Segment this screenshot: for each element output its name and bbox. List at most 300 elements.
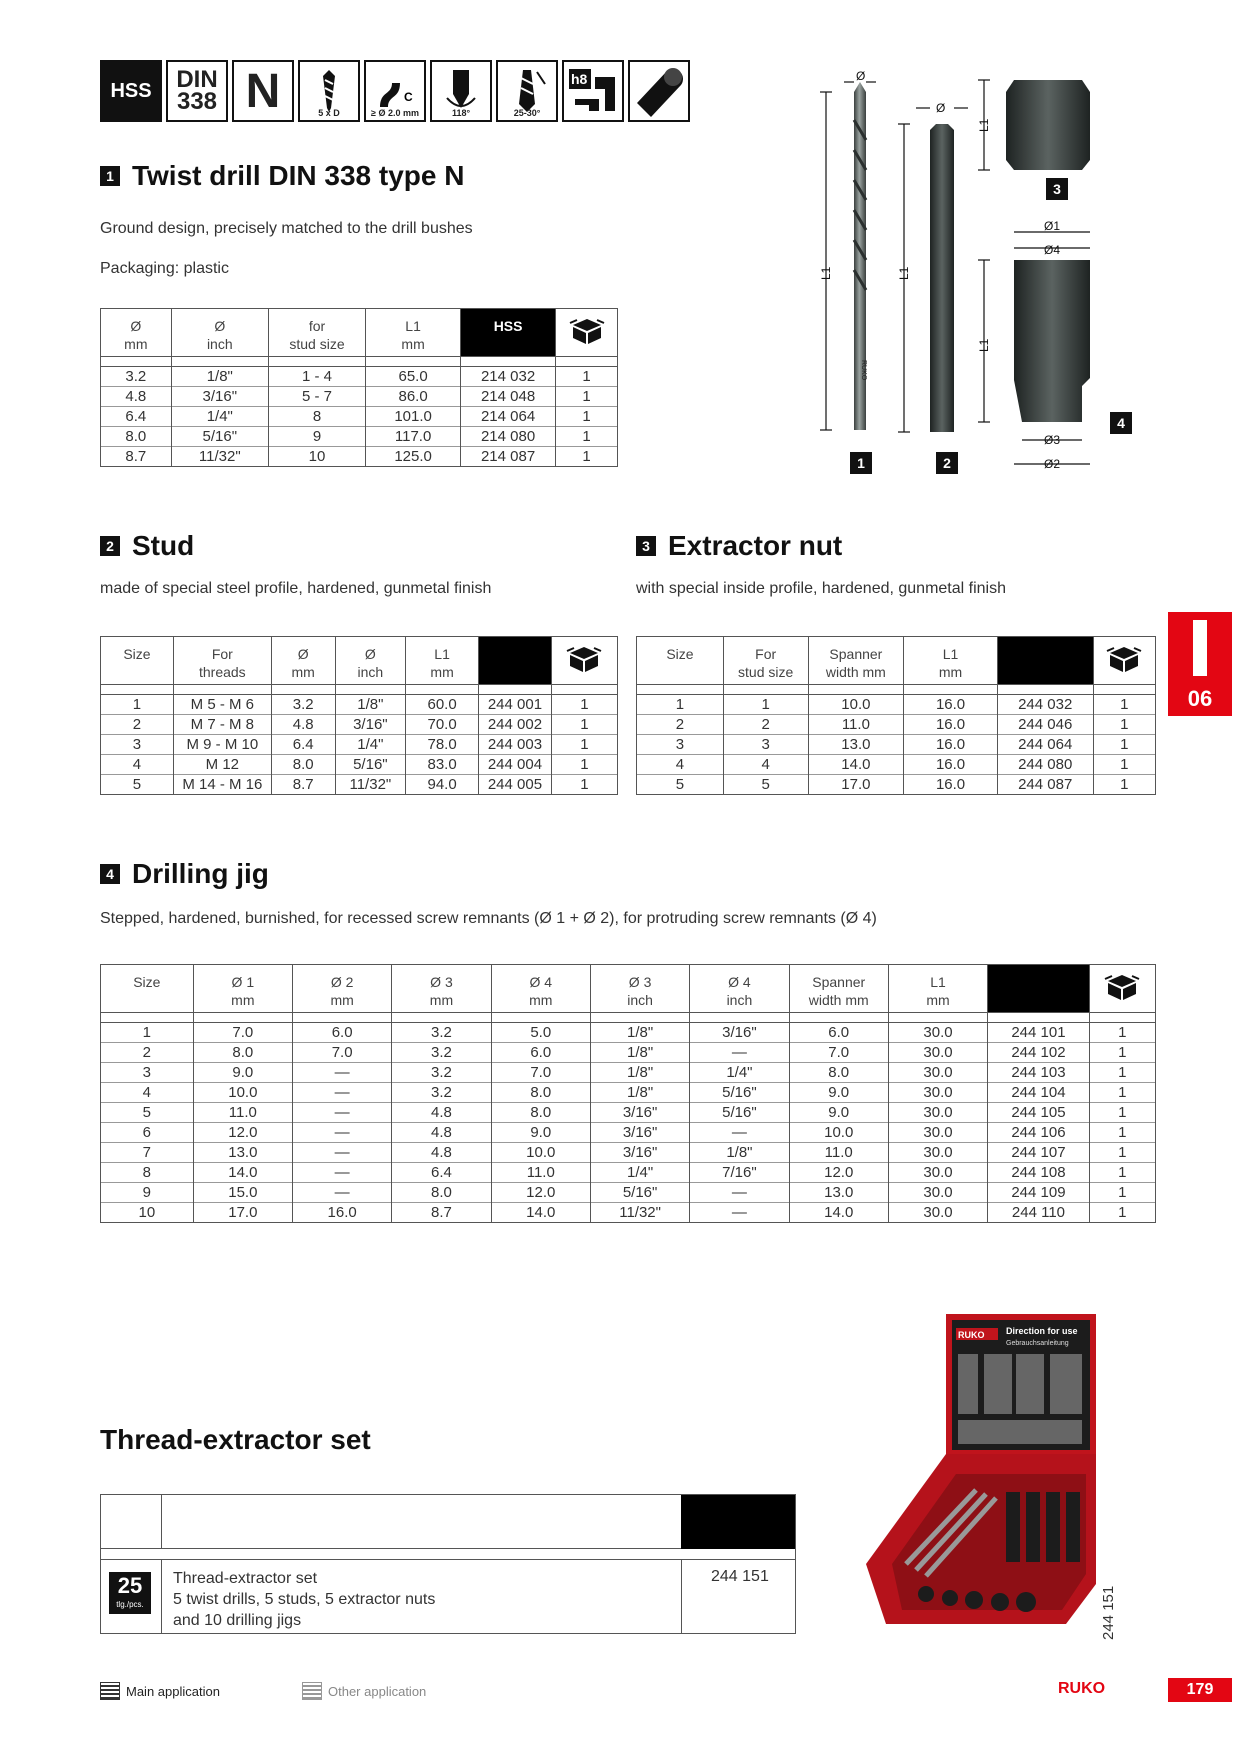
table-cell: 3.2 [392, 1063, 491, 1083]
table-cell: 30.0 [888, 1203, 987, 1223]
column-header: HSS [461, 309, 556, 357]
svg-text:Ø2: Ø2 [1044, 457, 1061, 471]
table-cell: 6.0 [293, 1023, 392, 1043]
table-cell: 13.0 [808, 735, 904, 755]
table-cell: 3/16" [171, 387, 268, 407]
table-cell: 1 [723, 695, 808, 715]
set-table-row [101, 1559, 795, 1633]
extractor-nut-image [1006, 80, 1090, 170]
table-cell: 94.0 [406, 775, 479, 795]
column-header: Ø mm [101, 309, 172, 357]
table-cell: 7.0 [293, 1043, 392, 1063]
table-row [101, 1163, 1156, 1183]
svg-text:RUKO: RUKO [860, 360, 867, 381]
drilling-jig-image [1014, 260, 1090, 422]
table-cell: 30.0 [888, 1063, 987, 1083]
column-header: L1 mm [904, 637, 998, 685]
section1-heading [100, 160, 464, 192]
table-cell: 3/16" [690, 1023, 789, 1043]
table-cell: 1 [551, 775, 617, 795]
table-cell: 12.0 [789, 1163, 888, 1183]
column-header: Ø 2 mm [293, 965, 392, 1013]
section2-heading [100, 530, 194, 562]
table-cell: 1/8" [590, 1083, 689, 1103]
table-cell: 244 005 [479, 775, 552, 795]
table-cell: 65.0 [366, 367, 461, 387]
shank-cylindrical-icon [628, 60, 690, 122]
table-cell: 3 [637, 735, 724, 755]
table-cell: 83.0 [406, 755, 479, 775]
column-header: for stud size [268, 309, 365, 357]
section2-title: Stud [132, 530, 195, 561]
column-header: Ø 4 inch [690, 965, 789, 1013]
table-cell: 5/16" [690, 1103, 789, 1123]
table-row [101, 1083, 1156, 1103]
table-cell: 3.2 [392, 1043, 491, 1063]
package-column-header [1093, 637, 1155, 685]
column-header: Spanner width mm [808, 637, 904, 685]
table-cell: 4.8 [392, 1123, 491, 1143]
column-header: Ø 3 mm [392, 965, 491, 1013]
column-header: Spanner width mm [789, 965, 888, 1013]
section4-heading [100, 858, 269, 890]
table-cell: — [293, 1183, 392, 1203]
table-cell: 101.0 [366, 407, 461, 427]
table-cell: 6.4 [101, 407, 172, 427]
table-cell: 13.0 [789, 1183, 888, 1203]
table-cell: 3/16" [590, 1143, 689, 1163]
table-cell: 7.0 [789, 1043, 888, 1063]
table-cell: 30.0 [888, 1023, 987, 1043]
table-row [637, 695, 1156, 715]
table-cell: 9.0 [193, 1063, 292, 1083]
table-cell: 1/4" [171, 407, 268, 427]
vertical-article-number: 244 151 [1100, 1585, 1117, 1640]
table-row [101, 715, 618, 735]
table-cell: 60.0 [406, 695, 479, 715]
table-cell: 3/16" [335, 715, 406, 735]
column-header: L1 mm [366, 309, 461, 357]
table-cell: 9.0 [789, 1083, 888, 1103]
chapter-number: 06 [1187, 686, 1213, 711]
package-icon [569, 317, 605, 345]
section2-desc: made of special steel profile, hardened, gunmetal finish [100, 580, 492, 597]
table-cell: 244 080 [997, 755, 1093, 775]
table-cell: 1 [1089, 1123, 1155, 1143]
table-cell: — [690, 1183, 789, 1203]
other-application-icon [302, 1682, 322, 1700]
table-cell: 244 105 [988, 1103, 1090, 1123]
table-cell: 16.0 [904, 735, 998, 755]
table-cell: 1 [101, 695, 174, 715]
section3-desc: with special inside profile, hardened, gunmetal finish [636, 580, 1006, 597]
page-number: 179 [1168, 1678, 1232, 1702]
table-cell: 11/32" [590, 1203, 689, 1223]
table-row [101, 1103, 1156, 1123]
svg-text:h8: h8 [571, 71, 588, 87]
table-cell: — [690, 1123, 789, 1143]
section1-number: 1 [100, 166, 120, 186]
pieces-badge: 25 tlg./pcs. [109, 1572, 151, 1614]
table-row [101, 775, 618, 795]
table-cell: 30.0 [888, 1183, 987, 1203]
column-header: Ø inch [171, 309, 268, 357]
table-cell: 4 [101, 755, 174, 775]
svg-text:Direction for use: Direction for use [1006, 1326, 1078, 1336]
table-cell: 14.0 [491, 1203, 590, 1223]
table-cell: — [293, 1143, 392, 1163]
stud-image [930, 124, 954, 432]
table-cell: 10 [101, 1203, 194, 1223]
table-cell: 9 [268, 427, 365, 447]
table-cell: 2 [637, 715, 724, 735]
table-cell: 5 [723, 775, 808, 795]
table-cell: 1/8" [335, 695, 406, 715]
svg-text:Ø4: Ø4 [1044, 243, 1061, 257]
table-cell: 244 004 [479, 755, 552, 775]
extractor-nut-table [636, 636, 1156, 795]
table-cell: 5 [637, 775, 724, 795]
section4-desc: Stepped, hardened, burnished, for recessed screw remnants (Ø 1 + Ø 2), for protruding screw remnants (Ø 4) [100, 910, 877, 927]
table-row [101, 695, 618, 715]
table-cell: 214 032 [461, 367, 556, 387]
set-article-number: 244 151 [711, 1568, 769, 1585]
table-cell: 4.8 [392, 1103, 491, 1123]
set-description: Thread-extractor set 5 twist drills, 5 studs, 5 extractor nuts and 10 drilling jigs [173, 1570, 436, 1629]
section3-number: 3 [636, 536, 656, 556]
column-header: Ø inch [335, 637, 406, 685]
table-cell: 16.0 [904, 775, 998, 795]
set-table [100, 1494, 796, 1634]
table-cell: 8.0 [392, 1183, 491, 1203]
twist-drill-image [854, 82, 867, 430]
table-cell: 8.0 [491, 1103, 590, 1123]
table-cell: 244 087 [997, 775, 1093, 795]
footer-other-application [302, 1682, 426, 1700]
table-cell: 7.0 [193, 1023, 292, 1043]
table-cell: 4.8 [392, 1143, 491, 1163]
table-cell: 1 [637, 695, 724, 715]
table-cell: 1 [1089, 1203, 1155, 1223]
table-cell: 17.0 [808, 775, 904, 795]
column-header: Ø 1 mm [193, 965, 292, 1013]
main-application-label: Main application [126, 1683, 220, 1699]
table-cell: 8 [101, 1163, 194, 1183]
svg-text:Ø1: Ø1 [1044, 219, 1061, 233]
table-cell: 1 [1093, 715, 1155, 735]
table-cell: 214 064 [461, 407, 556, 427]
table-cell: 30.0 [888, 1163, 987, 1183]
table-cell: 1 [551, 695, 617, 715]
table-cell: 1 [551, 735, 617, 755]
table-cell: 244 002 [479, 715, 552, 735]
table-cell: 4.8 [101, 387, 172, 407]
table-cell: 214 080 [461, 427, 556, 447]
column-header: Ø 4 mm [491, 965, 590, 1013]
svg-text:C: C [404, 90, 413, 104]
table-cell: 9.0 [491, 1123, 590, 1143]
svg-text:L1: L1 [977, 338, 991, 352]
column-header: Size [101, 637, 174, 685]
table-cell: 3 [723, 735, 808, 755]
table-cell: 8.7 [101, 447, 172, 467]
din-icon: DIN 338 [166, 60, 228, 122]
table-cell: M 14 - M 16 [173, 775, 271, 795]
table-cell: 12.0 [193, 1123, 292, 1143]
table-cell: 2 [101, 1043, 194, 1063]
table-cell: 10.0 [491, 1143, 590, 1163]
table-cell: 1 [1089, 1103, 1155, 1123]
section4-title: Drilling jig [132, 858, 269, 889]
column-header: L1 mm [888, 965, 987, 1013]
table-row [637, 775, 1156, 795]
table-cell: 1 [551, 715, 617, 735]
table-cell: 2 [723, 715, 808, 735]
table-cell: M 12 [173, 755, 271, 775]
table-cell: 1 - 4 [268, 367, 365, 387]
table-cell: 6.4 [271, 735, 335, 755]
column-header: For threads [173, 637, 271, 685]
table-cell: 14.0 [193, 1163, 292, 1183]
table-cell: 1 [1089, 1083, 1155, 1103]
table-cell: — [293, 1103, 392, 1123]
table-cell: 1 [556, 367, 618, 387]
table-cell: 3.2 [101, 367, 172, 387]
table-cell: 1 [1093, 775, 1155, 795]
table-cell: 1 [556, 407, 618, 427]
table-cell: 1/8" [590, 1063, 689, 1083]
table-cell: 5/16" [171, 427, 268, 447]
set-title: Thread-extractor set [100, 1424, 371, 1455]
table-cell: 8.7 [392, 1203, 491, 1223]
table-cell: 11.0 [789, 1143, 888, 1163]
table-cell: 3.2 [392, 1023, 491, 1043]
svg-text:L1: L1 [897, 266, 911, 280]
table-cell: 4 [101, 1083, 194, 1103]
table-cell: 78.0 [406, 735, 479, 755]
table-cell: 3.2 [392, 1083, 491, 1103]
column-header: For stud size [723, 637, 808, 685]
table-cell: 2 [101, 715, 174, 735]
table-row [101, 1043, 1156, 1063]
table-cell: — [293, 1063, 392, 1083]
table-cell: 8.0 [193, 1043, 292, 1063]
table-cell: 244 106 [988, 1123, 1090, 1143]
section1-desc: Ground design, precisely matched to the drill bushes [100, 220, 473, 237]
table-cell: 244 109 [988, 1183, 1090, 1203]
table-cell: 6 [101, 1123, 194, 1143]
table-cell: 1/8" [590, 1043, 689, 1063]
footer-main-application [100, 1682, 220, 1700]
table-row [637, 715, 1156, 735]
table-cell: 1 [1089, 1143, 1155, 1163]
table-cell: 244 104 [988, 1083, 1090, 1103]
table-cell: — [293, 1083, 392, 1103]
table-cell: 1 [556, 427, 618, 447]
table-cell: 17.0 [193, 1203, 292, 1223]
drill-icon [1193, 620, 1207, 676]
article-column-header [479, 637, 552, 685]
table-cell: 70.0 [406, 715, 479, 735]
table-cell: 1 [556, 387, 618, 407]
property-icons [100, 60, 690, 122]
table-cell: 244 108 [988, 1163, 1090, 1183]
point-angle-icon: 118° [430, 60, 492, 122]
svg-text:L1: L1 [819, 266, 833, 280]
table-cell: 16.0 [904, 715, 998, 735]
table-cell: 5/16" [335, 755, 406, 775]
table-cell: 1 [1093, 735, 1155, 755]
table-cell: 7 [101, 1143, 194, 1163]
diagram-marker-2: 2 [936, 452, 958, 474]
section3-heading [636, 530, 842, 562]
table-cell: 30.0 [888, 1143, 987, 1163]
table-row [637, 735, 1156, 755]
table-cell: 16.0 [293, 1203, 392, 1223]
table-cell: 7.0 [491, 1063, 590, 1083]
table-cell: 30.0 [888, 1123, 987, 1143]
table-cell: 1 [1089, 1183, 1155, 1203]
table-cell: 16.0 [904, 695, 998, 715]
package-column-header [1089, 965, 1155, 1013]
section2-number: 2 [100, 536, 120, 556]
table-row [101, 367, 618, 387]
table-cell: 117.0 [366, 427, 461, 447]
table-cell: 11.0 [808, 715, 904, 735]
table-cell: 10.0 [789, 1123, 888, 1143]
table-cell: 11.0 [491, 1163, 590, 1183]
table-cell: 1 [1089, 1043, 1155, 1063]
table-cell: 8.0 [271, 755, 335, 775]
hss-icon: HSS [100, 60, 162, 122]
article-column-header [988, 965, 1090, 1013]
table-cell: 244 046 [997, 715, 1093, 735]
section1-title: Twist drill DIN 338 type N [132, 160, 465, 191]
table-cell: 1 [101, 1023, 194, 1043]
table-cell: 1/4" [590, 1163, 689, 1183]
column-header: L1 mm [406, 637, 479, 685]
drill-depth-icon: 5 x D [298, 60, 360, 122]
column-header: Size [637, 637, 724, 685]
table-cell: 6.4 [392, 1163, 491, 1183]
table-cell: 8.0 [491, 1083, 590, 1103]
table-cell: 9 [101, 1183, 194, 1203]
table-row [637, 755, 1156, 775]
product-diagram [800, 60, 1130, 480]
table-row [101, 387, 618, 407]
table-cell: 3/16" [590, 1103, 689, 1123]
table-cell: 15.0 [193, 1183, 292, 1203]
table-row [101, 1183, 1156, 1203]
svg-text:Ø3: Ø3 [1044, 433, 1061, 447]
main-application-icon [100, 1682, 120, 1700]
table-cell: 30.0 [888, 1043, 987, 1063]
table-cell: M 7 - M 8 [173, 715, 271, 735]
table-cell: 12.0 [491, 1183, 590, 1203]
table-cell: 1/8" [171, 367, 268, 387]
stud-table [100, 636, 618, 795]
package-icon [1106, 645, 1142, 673]
section4-number: 4 [100, 864, 120, 884]
table-cell: 6.0 [491, 1043, 590, 1063]
table-row [101, 447, 618, 467]
extractor-set-case-image [866, 1314, 1106, 1644]
table-cell: 14.0 [808, 755, 904, 775]
table-cell: 3.2 [271, 695, 335, 715]
table-cell: 1/8" [590, 1023, 689, 1043]
table-cell: — [690, 1043, 789, 1063]
table-cell: 10.0 [808, 695, 904, 715]
table-cell: 11.0 [193, 1103, 292, 1123]
svg-text:RUKO: RUKO [958, 1330, 985, 1340]
table-cell: 86.0 [366, 387, 461, 407]
table-cell: 5 - 7 [268, 387, 365, 407]
package-column-header [551, 637, 617, 685]
package-column-header [556, 309, 618, 357]
table-cell: 1/4" [690, 1063, 789, 1083]
table-cell: 8.0 [789, 1063, 888, 1083]
svg-text:Gebrauchsanleitung: Gebrauchsanleitung [1006, 1340, 1069, 1347]
table-row [101, 427, 618, 447]
table-cell: 3 [101, 1063, 194, 1083]
table-cell: 7/16" [690, 1163, 789, 1183]
column-header: Ø mm [271, 637, 335, 685]
table-cell: 1 [1089, 1163, 1155, 1183]
table-cell: — [690, 1203, 789, 1223]
table-cell: 244 032 [997, 695, 1093, 715]
table-cell: 1 [1093, 755, 1155, 775]
diagram-marker-1: 1 [850, 452, 872, 474]
table-row [101, 755, 618, 775]
table-cell: 6.0 [789, 1023, 888, 1043]
table-cell: M 5 - M 6 [173, 695, 271, 715]
table-cell: 10 [268, 447, 365, 467]
table-cell: 244 003 [479, 735, 552, 755]
table-cell: 8.0 [101, 427, 172, 447]
package-icon [1104, 973, 1140, 1001]
table-cell: 244 103 [988, 1063, 1090, 1083]
table-cell: 244 110 [988, 1203, 1090, 1223]
chapter-tab[interactable] [1168, 612, 1232, 716]
table-cell: 244 101 [988, 1023, 1090, 1043]
article-column-header [997, 637, 1093, 685]
cutting-class-icon: C ≥ Ø 2.0 mm [364, 60, 426, 122]
table-cell: M 9 - M 10 [173, 735, 271, 755]
svg-text:Ø: Ø [936, 101, 946, 115]
table-cell: 244 107 [988, 1143, 1090, 1163]
table-cell: 14.0 [789, 1203, 888, 1223]
table-cell: — [293, 1123, 392, 1143]
table-cell: 1 [551, 755, 617, 775]
table-cell: 214 087 [461, 447, 556, 467]
table-cell: 1/8" [690, 1143, 789, 1163]
svg-text:L1: L1 [977, 118, 991, 132]
table-row [101, 407, 618, 427]
table-cell: 16.0 [904, 755, 998, 775]
table-cell: 3/16" [590, 1123, 689, 1143]
table-cell: 4.8 [271, 715, 335, 735]
table-cell: 5/16" [690, 1083, 789, 1103]
type-n-icon: N [232, 60, 294, 122]
diagram-marker-3: 3 [1046, 178, 1068, 200]
set-table-header [101, 1495, 795, 1549]
table-cell: 1/4" [335, 735, 406, 755]
table-cell: 1 [1089, 1063, 1155, 1083]
table-row [101, 1123, 1156, 1143]
table-cell: 244 064 [997, 735, 1093, 755]
table-row [101, 1023, 1156, 1043]
table-cell: 5 [101, 775, 174, 795]
